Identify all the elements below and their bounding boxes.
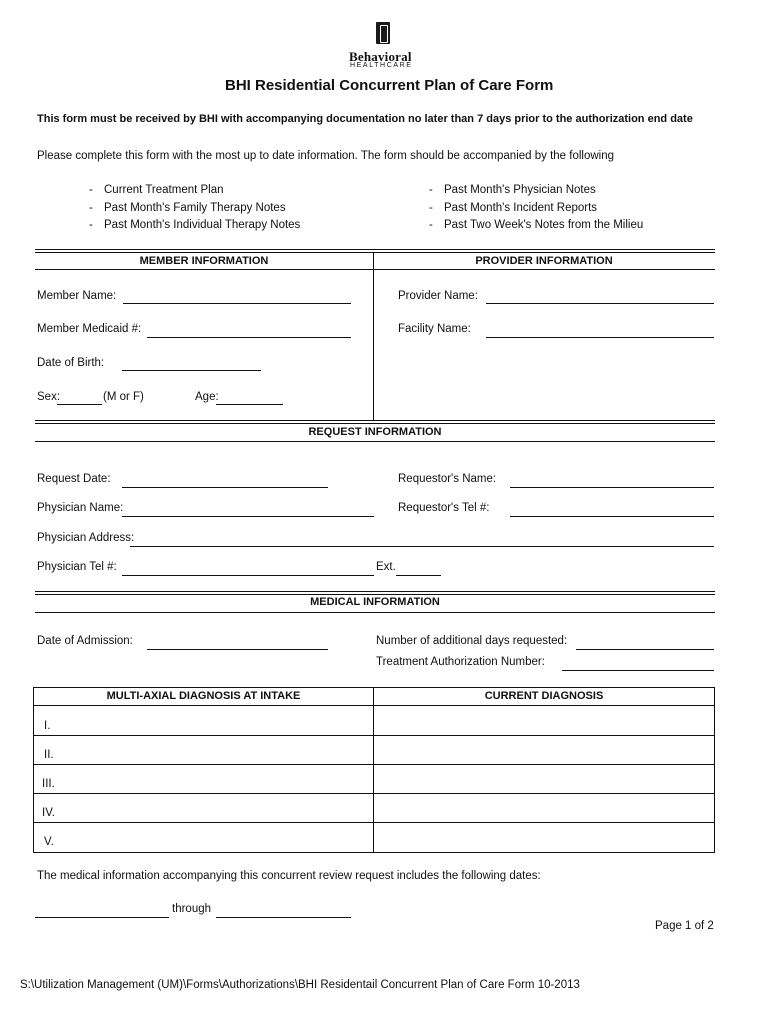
diagnosis-intake-header: MULTI-AXIAL DIAGNOSIS AT INTAKE <box>34 688 374 706</box>
request-info-header: REQUEST INFORMATION <box>308 426 442 438</box>
dates-statement: The medical information accompanying this concurrent review request includes the following dates: <box>37 870 541 882</box>
age-field[interactable] <box>216 404 283 405</box>
sex-label: Sex: <box>37 391 61 403</box>
doc-item: Past Month's Physician Notes <box>444 184 596 196</box>
axis-label: V. <box>44 836 54 848</box>
current-diagnosis-cell[interactable] <box>374 736 714 764</box>
bullet-dash: - <box>89 219 93 231</box>
physician-tel-label: Physician Tel #: <box>37 561 117 573</box>
axis-label: I. <box>44 720 51 732</box>
diagnosis-row <box>34 823 714 852</box>
dob-label: Date of Birth: <box>37 357 105 369</box>
auth-number-field[interactable] <box>562 670 714 671</box>
dob-field[interactable] <box>122 370 261 371</box>
age-label: Age: <box>195 391 219 403</box>
footer-file-path: S:\Utilization Management (UM)\Forms\Authorizations\BHI Residentail Concurrent Plan of Care Form 10-2013 <box>20 979 580 991</box>
header-underline <box>35 612 715 613</box>
header-underline <box>35 269 715 270</box>
bullet-dash: - <box>429 219 433 231</box>
provider-name-label: Provider Name: <box>398 290 478 302</box>
submission-notice: This form must be received by BHI with accompanying documentation no later than 7 days prior to the authorization end date <box>37 113 693 125</box>
section-divider <box>35 420 715 424</box>
current-diagnosis-cell[interactable] <box>374 765 714 793</box>
requestor-name-label: Requestor's Name: <box>398 473 497 485</box>
doc-item: Current Treatment Plan <box>104 184 224 196</box>
auth-number-label: Treatment Authorization Number: <box>376 656 545 668</box>
additional-days-label: Number of additional days requested: <box>376 635 568 647</box>
physician-name-label: Physician Name: <box>37 502 124 514</box>
intake-diagnosis-cell[interactable] <box>34 794 373 822</box>
sex-hint: (M or F) <box>103 391 144 403</box>
physician-name-field[interactable] <box>122 516 374 517</box>
member-medicaid-label: Member Medicaid #: <box>37 323 142 335</box>
diagnosis-row <box>34 765 714 794</box>
member-name-label: Member Name: <box>37 290 117 302</box>
from-date-field[interactable] <box>35 917 169 918</box>
axis-label: III. <box>42 778 55 790</box>
admission-date-label: Date of Admission: <box>37 635 133 647</box>
facility-name-field[interactable] <box>486 337 714 338</box>
request-date-label: Request Date: <box>37 473 111 485</box>
intake-diagnosis-cell[interactable] <box>34 823 373 852</box>
request-date-field[interactable] <box>122 487 328 488</box>
physician-address-label: Physician Address: <box>37 532 135 544</box>
diagnosis-row <box>34 794 714 823</box>
page-title: BHI Residential Concurrent Plan of Care Form <box>225 77 554 94</box>
page-number: Page 1 of 2 <box>655 920 714 932</box>
bullet-dash: - <box>429 202 433 214</box>
intake-diagnosis-cell[interactable] <box>34 765 373 793</box>
current-diagnosis-cell[interactable] <box>374 706 714 735</box>
doc-item: Past Month's Family Therapy Notes <box>104 202 286 214</box>
medical-info-header: MEDICAL INFORMATION <box>310 596 440 608</box>
member-name-field[interactable] <box>123 303 351 304</box>
physician-tel-field[interactable] <box>122 575 374 576</box>
sex-field[interactable] <box>57 404 102 405</box>
header-underline <box>35 441 715 442</box>
logo-icon <box>376 22 390 44</box>
current-diagnosis-cell[interactable] <box>374 823 714 852</box>
physician-address-field[interactable] <box>130 546 714 547</box>
current-diagnosis-cell[interactable] <box>374 794 714 822</box>
diagnosis-table <box>33 687 715 853</box>
diagnosis-row <box>34 706 714 736</box>
bullet-dash: - <box>429 184 433 196</box>
requestor-tel-label: Requestor's Tel #: <box>398 502 490 514</box>
member-info-header: MEMBER INFORMATION <box>139 255 269 267</box>
bullet-dash: - <box>89 184 93 196</box>
intake-diagnosis-cell[interactable] <box>34 736 373 764</box>
ext-label: Ext. <box>376 561 396 573</box>
doc-item: Past Month's Incident Reports <box>444 202 598 214</box>
logo-name: Behavioral <box>349 49 412 64</box>
section-divider <box>35 249 715 253</box>
ext-field[interactable] <box>396 575 441 576</box>
section-divider <box>35 591 715 595</box>
provider-name-field[interactable] <box>486 303 714 304</box>
provider-info-header: PROVIDER INFORMATION <box>475 255 613 267</box>
through-label: through <box>172 903 212 915</box>
diagnosis-row <box>34 736 714 765</box>
doc-item: Past Month's Individual Therapy Notes <box>104 219 301 231</box>
column-divider <box>373 252 374 420</box>
doc-item: Past Two Week's Notes from the Milieu <box>444 219 644 231</box>
bullet-dash: - <box>89 202 93 214</box>
current-diagnosis-header: CURRENT DIAGNOSIS <box>374 688 714 706</box>
axis-label: II. <box>44 749 54 761</box>
additional-days-field[interactable] <box>576 649 714 650</box>
facility-name-label: Facility Name: <box>398 323 471 335</box>
intro-text: Please complete this form with the most up to date information. The form should be accompanied by the following <box>37 150 615 162</box>
intake-diagnosis-cell[interactable] <box>34 706 373 735</box>
admission-date-field[interactable] <box>147 649 328 650</box>
requestor-name-field[interactable] <box>510 487 714 488</box>
through-date-field[interactable] <box>216 917 351 918</box>
logo-subtitle: HEALTHCARE <box>350 62 413 69</box>
axis-label: IV. <box>42 807 56 819</box>
member-medicaid-field[interactable] <box>147 337 351 338</box>
requestor-tel-field[interactable] <box>510 516 714 517</box>
